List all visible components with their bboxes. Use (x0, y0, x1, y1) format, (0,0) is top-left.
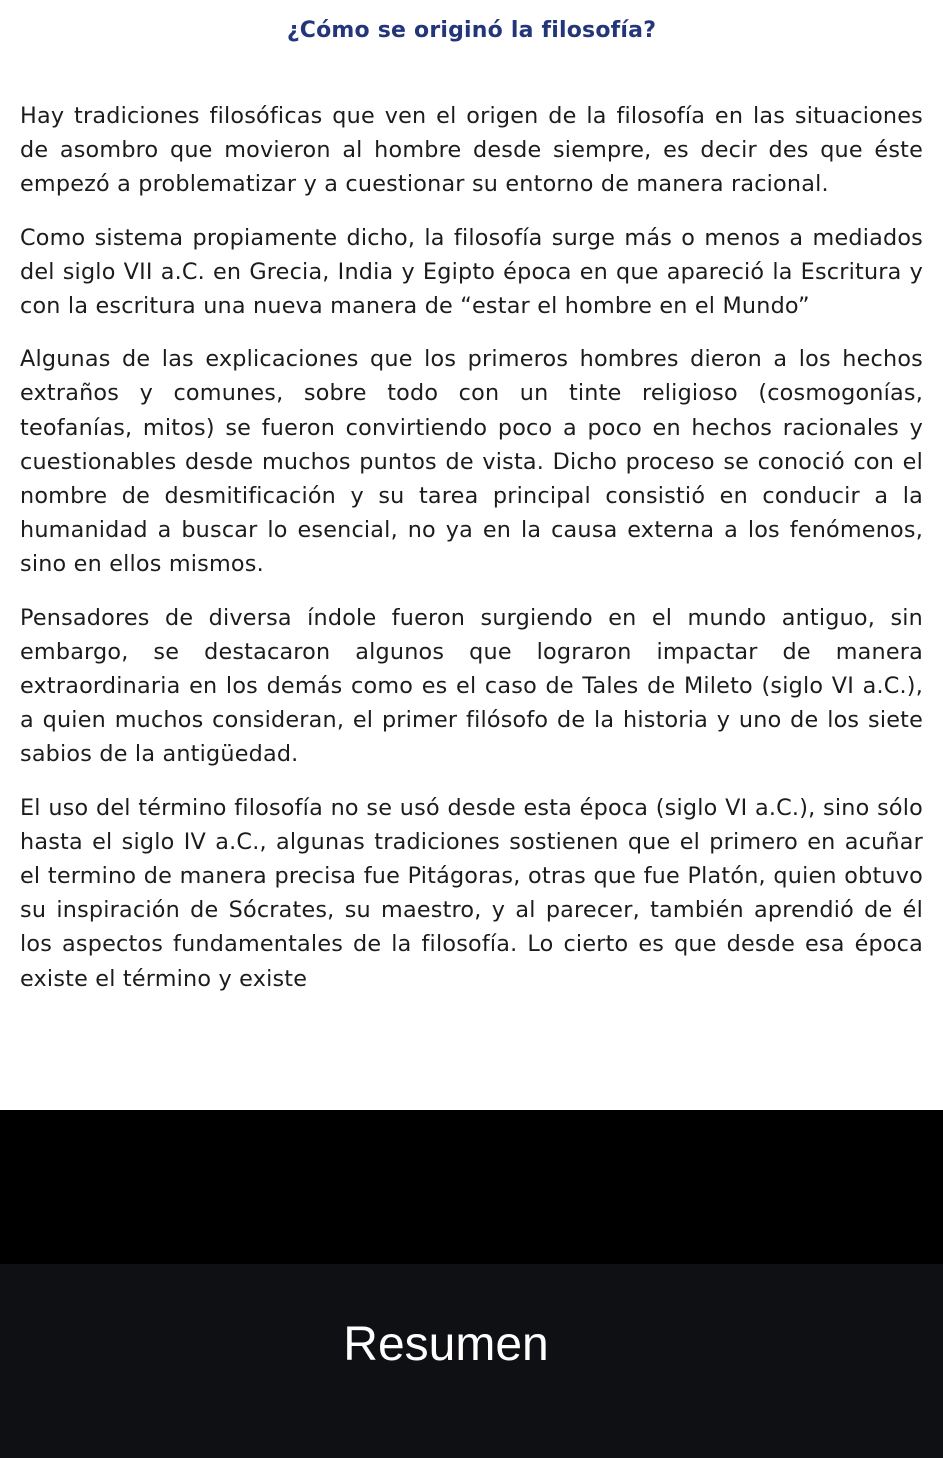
document-title: ¿Cómo se originó la filosofía? (286, 18, 657, 43)
paragraph-5: El uso del término filosofía no se usó desde esta época (siglo VI a.C.), sino sólo hasta el siglo IV a.C., algunas tradiciones sostienen que el primero en acuñar el termino de manera precisa fue Pitágoras, otras que fue Platón, quien obtuvo su inspiración de Sócrates, su maestro, y al parecer, también aprendió de él los aspectos fundamentales de la filosofía. Lo cierto es que desde esa época existe el término y existe (20, 794, 923, 992)
paragraph-4: Pensadores de diversa índole fueron surgiendo en el mundo antiguo, sin embargo, se destacaron algunos que lograron impactar de manera extraordinaria en los demás como es el caso de Tales de Mileto (siglo VI a.C.), a quien muchos consideran, el primer filósofo de la historia y uno de los siete sabios de la antigüedad. (20, 604, 923, 768)
image-letterbox (0, 1110, 943, 1264)
paragraph-1: Hay tradiciones filosóficas que ven el origen de la filosofía en las situaciones de asombro que movieron al hombre desde siempre, es decir des que éste empezó a problematizar y a cuestionar su entorno de manera racional. (20, 103, 923, 198)
paragraph-2: Como sistema propiamente dicho, la filosofía surge más o menos a mediados del siglo VII a.C. en Grecia, India y Egipto época en que apareció la Escritura y con la escritura una nueva manera de “estar el hombre en el Mundo” (20, 224, 923, 320)
paragraph-3: Algunas de las explicaciones que los primeros hombres dieron a los hechos extraños y comunes, sobre todo con un tinte religioso (cosmogonías, teofanías, mitos) se fueron convirtiendo poco a poco en hechos racionales y cuestionables desde muchos puntos de vista. Dicho proceso se conoció con el nombre de desmitificación y su tarea principal consistió en conducir a la humanidad a buscar lo esencial, no ya en la causa externa a los fenómenos, sino en ellos mismos. (20, 346, 923, 578)
bottom-action-bar (0, 1264, 943, 1458)
summary-button[interactable]: Resumen (321, 1314, 571, 1376)
